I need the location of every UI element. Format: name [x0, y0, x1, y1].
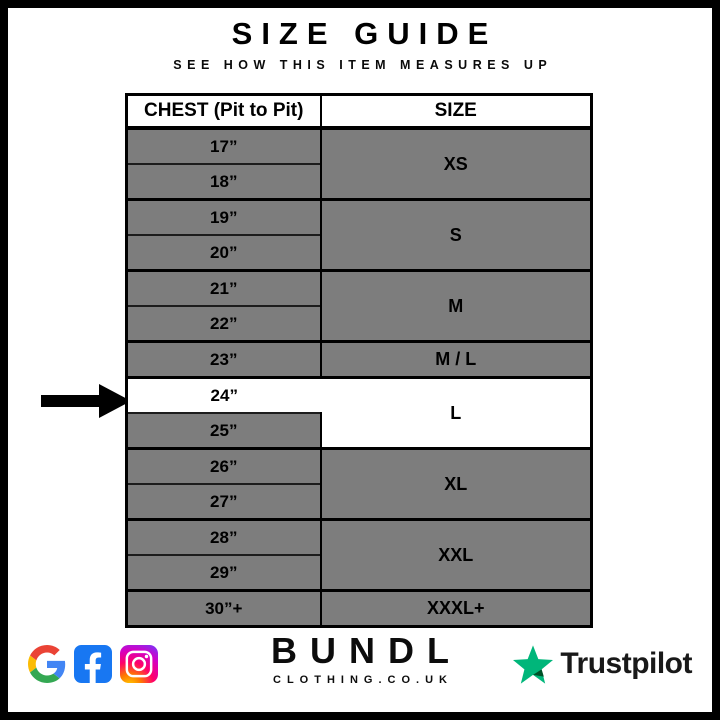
size-cell: XXXL+ [321, 591, 592, 627]
trustpilot-logo [513, 645, 692, 684]
brand-domain: CLOTHING.CO.UK [273, 674, 453, 686]
size-cell: M / L [321, 342, 592, 378]
chest-cell: 25” [127, 413, 321, 449]
right-arrow-icon [41, 384, 131, 418]
size-cell: S [321, 200, 592, 271]
column-header-size: SIZE [321, 95, 592, 129]
google-icon [28, 645, 66, 683]
size-cell: M [321, 271, 592, 342]
table-row [127, 200, 592, 236]
table-row [127, 520, 592, 556]
chest-cell: 30”+ [127, 591, 321, 627]
chest-cell: 24” [127, 378, 321, 414]
footer [8, 616, 712, 712]
trustpilot-star-icon [513, 645, 553, 684]
trustpilot-label: Trustpilot [560, 647, 692, 680]
chest-cell: 27” [127, 484, 321, 520]
table-row [127, 378, 592, 414]
table-row [127, 449, 592, 485]
size-cell: L [321, 378, 592, 449]
size-table [125, 93, 593, 628]
chest-cell: 22” [127, 306, 321, 342]
table-row [127, 271, 592, 307]
chest-cell: 17” [127, 128, 321, 164]
table-row [127, 128, 592, 164]
chest-cell: 26” [127, 449, 321, 485]
chest-cell: 23” [127, 342, 321, 378]
column-header-chest: CHEST (Pit to Pit) [127, 95, 321, 129]
page-subtitle: SEE HOW THIS ITEM MEASURES UP [173, 58, 553, 72]
social-icons [28, 645, 158, 683]
size-cell: XXL [321, 520, 592, 591]
brand-logo [258, 630, 462, 686]
facebook-icon [74, 645, 112, 683]
instagram-icon [120, 645, 158, 683]
brand-name: BUNDL [271, 630, 462, 671]
page-title: SIZE GUIDE [231, 16, 498, 51]
chest-cell: 20” [127, 235, 321, 271]
size-cell: XL [321, 449, 592, 520]
chest-cell: 21” [127, 271, 321, 307]
chest-cell: 19” [127, 200, 321, 236]
chest-cell: 18” [127, 164, 321, 200]
chest-cell: 28” [127, 520, 321, 556]
chest-cell: 29” [127, 555, 321, 591]
table-header-row [127, 95, 592, 129]
size-cell: XS [321, 128, 592, 200]
table-row [127, 342, 592, 378]
